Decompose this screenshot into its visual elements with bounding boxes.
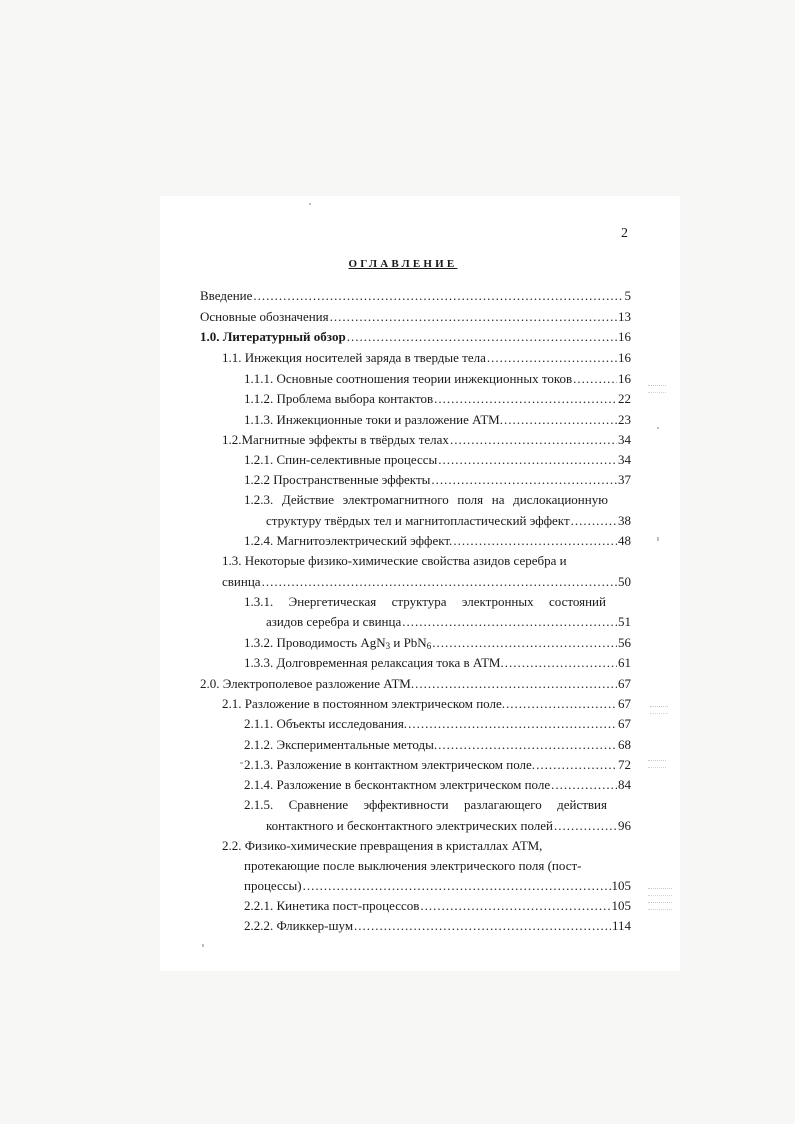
toc-page: 50 bbox=[618, 574, 631, 589]
toc-word: дислокационную bbox=[513, 492, 608, 507]
toc-entry-1-3-3[interactable] bbox=[244, 655, 631, 671]
toc-entry-1-2-4[interactable] bbox=[244, 533, 631, 549]
toc-word: Сравнение bbox=[288, 797, 349, 812]
toc-label-line2 bbox=[266, 614, 631, 630]
toc-label-line1 bbox=[244, 594, 606, 610]
toc-label-text: и bbox=[390, 635, 404, 650]
toc-entry-2-2-1[interactable] bbox=[244, 898, 631, 914]
toc-word: действия bbox=[557, 797, 607, 812]
toc-label: 2.1.3. Разложение в контактном электрическом поле. bbox=[244, 757, 536, 772]
formula-pbn: PbN bbox=[403, 635, 427, 650]
toc-entry-2-1-3[interactable] bbox=[244, 757, 631, 773]
toc-label: Основные обозначения bbox=[200, 309, 329, 324]
toc-page: 56 bbox=[618, 635, 631, 650]
formula-agn: AgN bbox=[360, 635, 386, 650]
toc-label: азидов серебра и свинца bbox=[266, 614, 402, 629]
toc-page: 16 bbox=[618, 329, 631, 344]
toc-page: 37 bbox=[618, 472, 631, 487]
toc-page: 16 bbox=[618, 350, 631, 365]
scan-mark bbox=[648, 760, 666, 768]
toc-page: 5 bbox=[624, 288, 631, 303]
toc-page: 67 bbox=[618, 716, 631, 731]
toc-word: Действие bbox=[281, 492, 334, 507]
scan-mark bbox=[648, 888, 672, 896]
toc-label: 1.2.1. Спин-селективные процессы bbox=[244, 452, 438, 467]
toc-label: 2.1.2. Экспериментальные методы. bbox=[244, 737, 438, 752]
toc-entry-2-1-2[interactable] bbox=[244, 737, 631, 753]
toc-label: свинца bbox=[222, 574, 261, 589]
toc-word: электронных bbox=[461, 594, 534, 609]
toc-word: эффективности bbox=[363, 797, 449, 812]
toc-page: 96 bbox=[618, 818, 631, 833]
toc-word: 2.1.5. bbox=[244, 797, 274, 812]
toc-entry-2-1-4[interactable] bbox=[244, 777, 631, 793]
toc-page: 51 bbox=[618, 614, 631, 629]
toc-label: 1.2.2 Пространственные эффекты bbox=[244, 472, 431, 487]
toc-page: 67 bbox=[618, 696, 631, 711]
toc-entry-2-1[interactable] bbox=[222, 696, 631, 712]
toc-page: 84 bbox=[618, 777, 631, 792]
toc-label: контактного и бесконтактного электрических полей bbox=[266, 818, 554, 833]
toc-label-line2 bbox=[266, 818, 631, 834]
toc-label: 1.1.2. Проблема выбора контактов bbox=[244, 391, 434, 406]
toc-label: Введение bbox=[200, 288, 253, 303]
toc-page: 72 bbox=[618, 757, 631, 772]
toc-entry-1-2-1[interactable] bbox=[244, 452, 631, 468]
toc-entry-1-1-1[interactable] bbox=[244, 371, 631, 387]
toc-page: 23 bbox=[618, 412, 631, 427]
page-number: 2 bbox=[621, 226, 628, 241]
toc-entry-2-2-2[interactable] bbox=[244, 918, 631, 934]
subscript: 6 bbox=[426, 641, 432, 651]
toc-label: 1.1.1. Основные соотношения теории инжекционных токов bbox=[244, 371, 573, 386]
toc-label-line1 bbox=[222, 553, 567, 569]
toc-word: разлагающего bbox=[463, 797, 542, 812]
scan-mark bbox=[648, 902, 672, 910]
toc-page: 68 bbox=[618, 737, 631, 752]
toc-word: 1.3.1. bbox=[244, 594, 274, 609]
toc-page: 34 bbox=[618, 452, 631, 467]
toc-label-line2 bbox=[266, 513, 631, 529]
toc-word: на bbox=[491, 492, 505, 507]
scan-speck bbox=[309, 203, 311, 205]
toc-page: 34 bbox=[618, 432, 631, 447]
toc-label: 2.2.2. Фликкер-шум bbox=[244, 918, 354, 933]
toc-entry-1-0[interactable] bbox=[200, 329, 631, 345]
scan-speck bbox=[657, 427, 659, 429]
toc-page: 114 bbox=[611, 918, 631, 933]
toc-label: 1.3. Некоторые физико-химические свойства азидов серебра и bbox=[222, 553, 567, 568]
toc-label: 1.3.3. Долговременная релаксация тока в АТМ. bbox=[244, 655, 504, 670]
scan-mark bbox=[648, 385, 666, 393]
toc-entry-notation[interactable] bbox=[200, 309, 631, 325]
toc-word: поля bbox=[457, 492, 484, 507]
toc-label: 2.1. Разложение в постоянном электрическом поле. bbox=[222, 696, 506, 711]
toc-entry-intro[interactable] bbox=[200, 288, 631, 304]
toc-page: 61 bbox=[618, 655, 631, 670]
toc-label-line2 bbox=[222, 574, 631, 590]
toc-entry-1-1-2[interactable] bbox=[244, 391, 631, 407]
toc-entry-1-2-2[interactable] bbox=[244, 472, 631, 488]
toc-label-line1 bbox=[244, 797, 607, 813]
toc-label: структуру твёрдых тел и магнитопластический эффект bbox=[266, 513, 570, 528]
toc-page: 105 bbox=[611, 898, 631, 913]
toc-page: 13 bbox=[618, 309, 631, 324]
toc-word: Энергетическая bbox=[288, 594, 377, 609]
toc-page: 38 bbox=[618, 513, 631, 528]
toc-label: 2.2. Физико-химические превращения в кристаллах АТМ, bbox=[222, 838, 543, 853]
toc-label: 1.2.4. Магнитоэлектрический эффект. bbox=[244, 533, 453, 548]
toc-entry-2-1-1[interactable] bbox=[244, 716, 631, 732]
toc-label: 2.0. Электрополевое разложение АТМ. bbox=[200, 676, 415, 691]
toc-entry-1-1-3[interactable] bbox=[244, 412, 631, 428]
toc-label-line1 bbox=[222, 838, 542, 854]
scan-speck bbox=[202, 944, 204, 947]
scan-speck bbox=[240, 762, 243, 764]
toc-label: 1.1. Инжекция носителей заряда в твердые тела bbox=[222, 350, 486, 365]
toc-label-line2 bbox=[244, 858, 581, 874]
toc-page: 16 bbox=[618, 371, 631, 386]
toc-entry-1-3-2[interactable] bbox=[244, 635, 631, 651]
toc-label: 1.2.Магнитные эффекты в твёрдых телах bbox=[222, 432, 449, 447]
subscript: 3 bbox=[385, 641, 391, 651]
toc-label: 2.1.1. Объекты исследования. bbox=[244, 716, 408, 731]
toc-label-line1 bbox=[244, 492, 608, 508]
toc-entry-2-0[interactable] bbox=[200, 676, 631, 692]
toc-page: 105 bbox=[611, 878, 631, 893]
toc-entry-1-2[interactable] bbox=[222, 432, 631, 448]
toc-label: 1.1.3. Инжекционные токи и разложение АТМ. bbox=[244, 412, 503, 427]
toc-page: 22 bbox=[618, 391, 631, 406]
toc-label-text: 1.3.2. Проводимость bbox=[244, 635, 361, 650]
toc-word: состояний bbox=[548, 594, 606, 609]
toc-label bbox=[244, 635, 431, 651]
toc-label: 2.1.4. Разложение в бесконтактном электрическом поле bbox=[244, 777, 551, 792]
toc-label: процессы) bbox=[244, 878, 302, 893]
scan-mark bbox=[650, 706, 668, 714]
toc-label: протекающие после выключения электрического поля (пост- bbox=[244, 858, 582, 873]
toc-title: ОГЛАВЛЕНИЕ bbox=[348, 258, 458, 270]
scan-speck bbox=[657, 537, 659, 541]
toc-page: 67 bbox=[618, 676, 631, 691]
toc-label-line3 bbox=[244, 878, 631, 894]
toc-word: структура bbox=[391, 594, 447, 609]
toc-page: 48 bbox=[618, 533, 631, 548]
toc-entry-1-1[interactable] bbox=[222, 350, 631, 366]
toc-word: 1.2.3. bbox=[244, 492, 274, 507]
toc-label: 1.0. Литературный обзор bbox=[200, 329, 346, 344]
toc-label: 2.2.1. Кинетика пост-процессов bbox=[244, 898, 420, 913]
toc-word: электромагнитного bbox=[342, 492, 449, 507]
